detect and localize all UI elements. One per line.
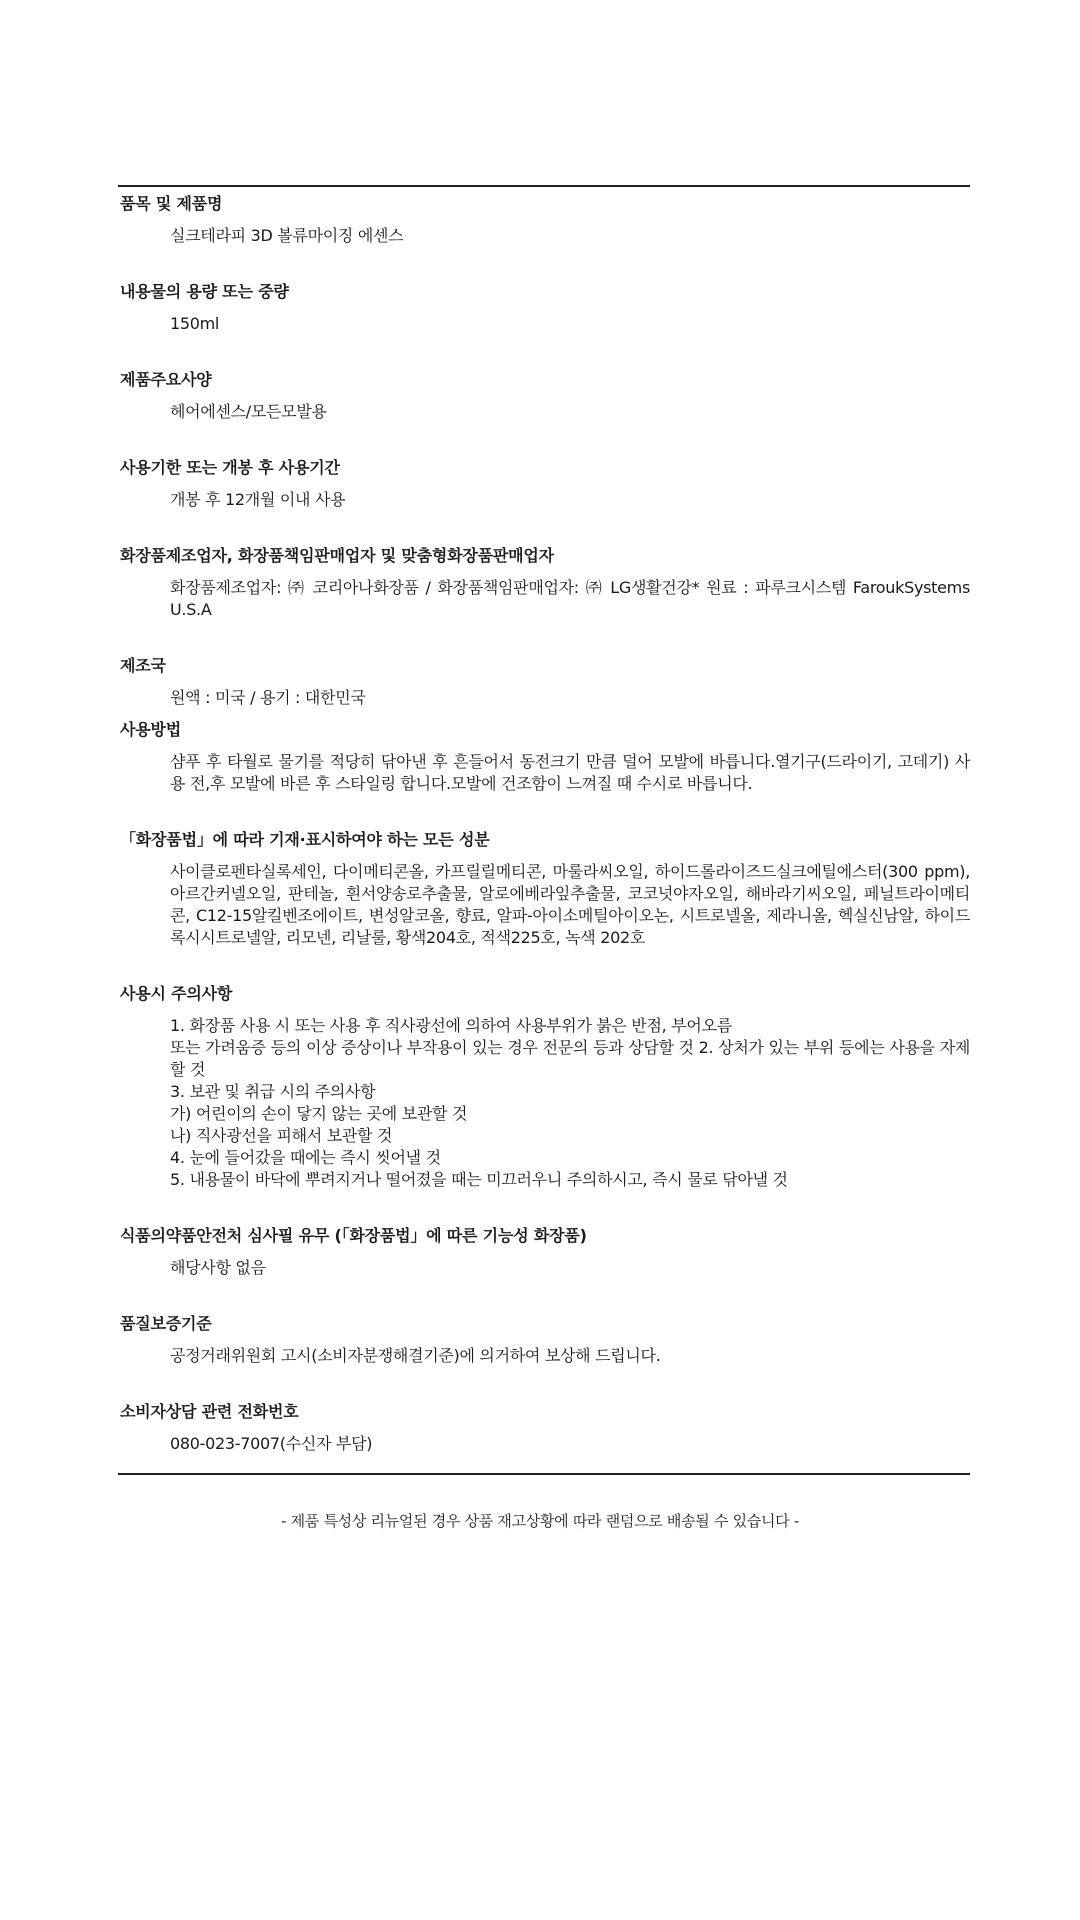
section-mfds-review — [118, 1225, 970, 1279]
section-customer-phone — [118, 1401, 970, 1455]
section-label: 소비자상담 관련 전화번호 — [120, 1402, 299, 1421]
section-expiry — [118, 457, 970, 511]
section-ingredients — [118, 829, 970, 949]
caution-line: 1. 화장품 사용 시 또는 사용 후 직사광선에 의하여 사용부위가 붉은 반점, 부어오름 — [170, 1016, 732, 1035]
section-value: 헤어에센스/모든모발용 — [170, 402, 327, 421]
section-label: 화장품제조업자, 화장품책임판매업자 및 맞춤형화장품판매업자 — [120, 546, 554, 565]
section-label: 사용방법 — [120, 720, 182, 739]
section-volume — [118, 281, 970, 335]
section-value: 원액 : 미국 / 용기 : 대한민국 — [170, 688, 366, 707]
product-info-table — [118, 185, 970, 1475]
section-value: 실크테라피 3D 볼류마이징 에센스 — [170, 226, 404, 245]
section-value: 150ml — [170, 314, 220, 333]
section-product-name — [118, 193, 970, 247]
section-value: 샴푸 후 타월로 물기를 적당히 닦아낸 후 흔들어서 동전크기 만큼 덜어 모발에 바릅니다.열기구(드라이기, 고데기) 사용 전,후 모발에 바른 후 스타일링 합니다.모발에 건조함이 느껴질 때 수시로 바릅니다. — [170, 752, 970, 793]
caution-line: 가) 어린이의 손이 닿지 않는 곳에 보관할 것 — [170, 1104, 468, 1123]
section-manufacturer — [118, 545, 970, 621]
caution-line: 3. 보관 및 취급 시의 주의사항 — [170, 1082, 376, 1101]
section-label: 품목 및 제품명 — [120, 194, 223, 213]
section-country — [118, 655, 970, 709]
caution-line: 5. 내용물이 바닥에 뿌려지거나 떨어졌을 때는 미끄러우니 주의하시고, 즉시 물로 닦아낼 것 — [170, 1170, 788, 1189]
caution-line: 나) 직사광선을 피해서 보관할 것 — [170, 1126, 393, 1145]
section-label: 사용시 주의사항 — [120, 984, 233, 1003]
section-cautions — [118, 983, 970, 1191]
renewal-notice: - 제품 특성상 리뉴얼된 경우 상품 재고상황에 따라 랜덤으로 배송될 수 있습니다 - — [281, 1512, 799, 1530]
section-value: 화장품제조업자: ㈜ 코리아나화장품 / 화장품책임판매업자: ㈜ LG생활건강* 원료 : 파루크시스템 FaroukSystems U.S.A — [170, 578, 970, 619]
top-divider — [118, 185, 970, 187]
caution-line: 또는 가려움증 등의 이상 증상이나 부작용이 있는 경우 전문의 등과 상담할 것 2. 상처가 있는 부위 등에는 사용을 자제할 것 — [170, 1038, 970, 1079]
section-label: 품질보증기준 — [120, 1314, 212, 1333]
section-label: 제품주요사양 — [120, 370, 212, 389]
section-main-spec — [118, 369, 970, 423]
section-quality-guarantee — [118, 1313, 970, 1367]
section-value: 공정거래위원회 고시(소비자분쟁해결기준)에 의거하여 보상해 드립니다. — [170, 1346, 661, 1365]
section-value: 080-023-7007(수신자 부담) — [170, 1434, 373, 1453]
section-label: 내용물의 용량 또는 중량 — [120, 282, 289, 301]
section-value: 해당사항 없음 — [170, 1258, 266, 1277]
section-label: 제조국 — [120, 656, 166, 675]
section-label: 사용기한 또는 개봉 후 사용기간 — [120, 458, 340, 477]
section-value: 사이클로펜타실록세인, 다이메티콘올, 카프릴릴메티콘, 마룰라씨오일, 하이드롤라이즈드실크에틸에스터(300 ppm), 아르간커넬오일, 판테놀, 흰서양송로추출물, 알로에베라잎추출물, 코코넛야자오일, 해바라기씨오일, 페닐트라이메티콘, C12-15알킬벤조에이트, 변성알코올, 향료, 알파-아이소메틸아이오논, 시트로넬올, 제라니올, 헥실신남알, 하이드록시시트로넬알, 리모넨, 리날룰, 황색204호, 적색225호, 녹색 202호 — [170, 862, 970, 947]
section-label: 식품의약품안전처 심사필 유무 (「화장품법」에 따른 기능성 화장품) — [120, 1226, 587, 1245]
section-value — [118, 1015, 970, 1191]
caution-line: 4. 눈에 들어갔을 때에는 즉시 씻어낼 것 — [170, 1148, 441, 1167]
section-value: 개봉 후 12개월 이내 사용 — [170, 490, 346, 509]
section-label: 「화장품법」에 따라 기재·표시하여야 하는 모든 성분 — [120, 830, 490, 849]
section-usage — [118, 719, 970, 795]
bottom-divider — [118, 1473, 970, 1475]
